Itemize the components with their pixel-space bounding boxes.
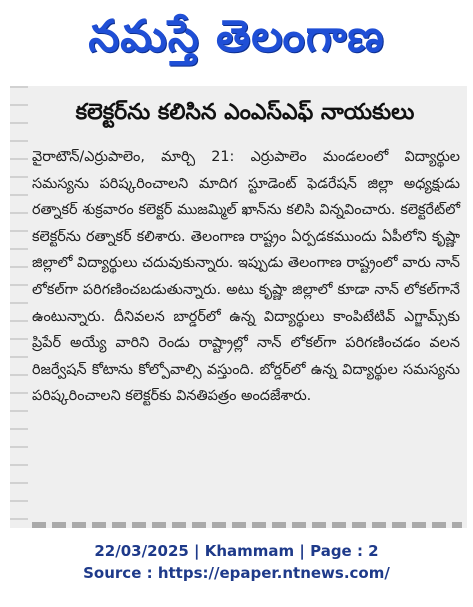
footer-source: Source : https://epaper.ntnews.com/ [83, 564, 390, 582]
article-body: వైరాటౌన్/ఎర్రుపాలెం, మార్చి 21: ఎర్రుపాలెం మండలంలో విద్యార్థుల సమస్యను పరిష్కరించాలని మాదిగ స్టూడెంట్ ఫెడరేషన్ జిల్లా అధ్యక్షుడు రత్నాకర్ శుక్రవారం కలెక్టర్ ముజమ్మిల్ ఖాన్‌ను కలిసి విన్నవించారు. కలెక్టరేట్‌లో కలెక్టర్‌ను రత్నాకర్ కలిశారు. తెలంగాణ రాష్ట్రం ఏర్పడకముందు ఏపీలోని కృష్ణా జిల్లాలో విద్యార్థులు చదువుకున్నారు. ఇప్పుడు తెలంగాణ రాష్ట్రంలో వారు నాన్ లోకల్‌గా పరిగణించబడుతున్నారు. అటు కృష్ణా జిల్లాలో కూడా నాన్ లోకల్‌గానే ఉంటున్నారు. దీనివలన బార్డర్‌లో ఉన్న విద్యార్థులు కాంపిటేటివ్ ఎగ్జామ్స్‌కు ప్రిపేర్ అయ్యే వారిని రెండు రాష్ట్రాల్లో నాన్ లోకల్‌గా పరిగణించడం వలన రిజర్వేషన్ కోటాను కోల్పోవాల్సి వస్తుంది. బోర్డర్‌లో ఉన్న విద్యార్థుల సమస్యను పరిష్కరించాలని కలెక్టర్‌కు వినతిపత్రం అందజేశారు. [32, 149, 460, 405]
column-rule [10, 86, 28, 528]
cut-off-next-line [32, 522, 462, 528]
newspaper-masthead [0, 0, 473, 84]
clipping-footer [0, 540, 473, 584]
news-clipping [10, 86, 467, 528]
masthead-title: నమస్తే తెలంగాణ [88, 11, 385, 62]
article-headline: కలెక్టర్‌ను కలిసిన ఎంఎస్‌ఎఫ్ నాయకులు [75, 100, 415, 125]
footer-date-edition: 22/03/2025 | Khammam | Page : 2 [94, 542, 379, 560]
